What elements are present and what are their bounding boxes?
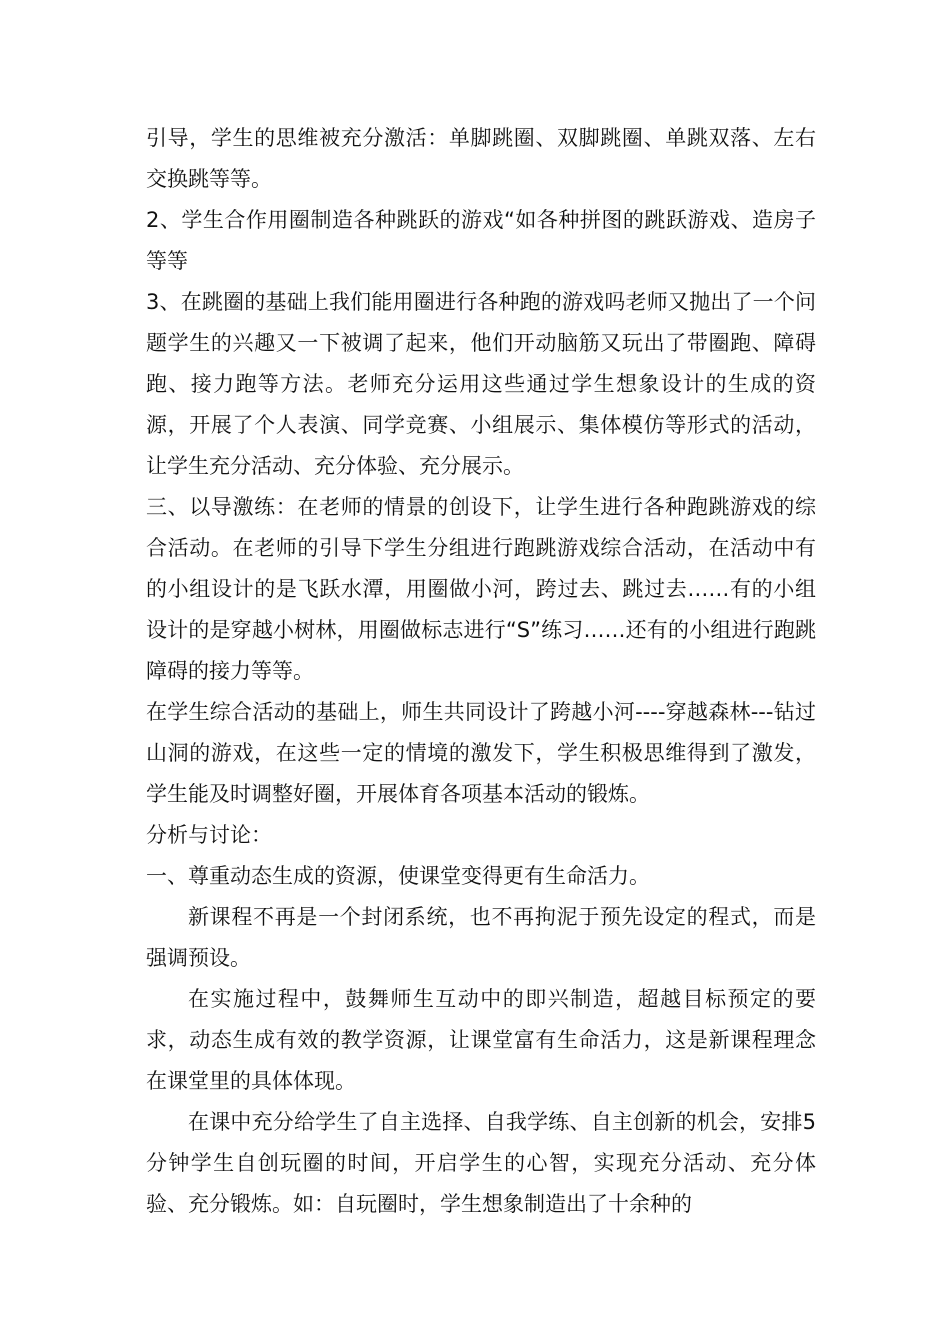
paragraph-5: 在学生综合活动的基础上，师生共同设计了跨越小河----穿越森林---钻过山洞的游戏，在这些一定的情境的激发下，学生积极思维得到了激发，学生能及时调整好圈，开展体育各项基本活动的锻炼。 — [146, 700, 816, 806]
paragraph-2: 2、学生合作用圈制造各种跳跃的游戏“如各种拼图的跳跃游戏、造房子等等 — [146, 208, 816, 273]
section-heading-analysis: 分析与讨论： — [146, 823, 272, 847]
paragraph-1: 引导，学生的思维被充分激活：单脚跳圈、双脚跳圈、单跳双落、左右交换跳等等。 — [146, 126, 816, 191]
paragraph-6: 新课程不再是一个封闭系统，也不再拘泥于预先设定的程式，而是强调预设。 — [146, 905, 816, 970]
section-heading-1: 一、尊重动态生成的资源，使课堂变得更有生命活力。 — [146, 864, 650, 888]
paragraph-3: 3、在跳圈的基础上我们能用圈进行各种跑的游戏吗老师又抛出了一个问题学生的兴趣又一下被调了起来，他们开动脑筋又玩出了带圈跑、障碍跑、接力跑等方法。老师充分运用这些通过学生想象设计的生成的资源，开展了个人表演、同学竞赛、小组展示、集体模仿等形式的活动，让学生充分活动、充分体验、充分展示。 — [146, 290, 816, 478]
paragraph-4: 三、以导激练：在老师的情景的创设下，让学生进行各种跑跳游戏的综合活动。在老师的引导下学生分组进行跑跳游戏综合活动，在活动中有的小组设计的是飞跃水潭，用圈做小河，跨过去、跳过去……有的小组设计的是穿越小树林，用圈做标志进行“S”练习……还有的小组进行跑跳障碍的接力等等。 — [146, 495, 816, 683]
paragraph-8: 在课中充分给学生了自主选择、自我学练、自主创新的机会，安排5分钟学生自创玩圈的时间，开启学生的心智，实现充分活动、充分体验、充分锻炼。如：自玩圈时，学生想象制造出了十余种的 — [146, 1110, 816, 1216]
paragraph-7: 在实施过程中，鼓舞师生互动中的即兴制造，超越目标预定的要求，动态生成有效的教学资源，让课堂富有生命活力，这是新课程理念在课堂里的具体体现。 — [146, 987, 816, 1093]
body-text — [146, 118, 816, 1225]
